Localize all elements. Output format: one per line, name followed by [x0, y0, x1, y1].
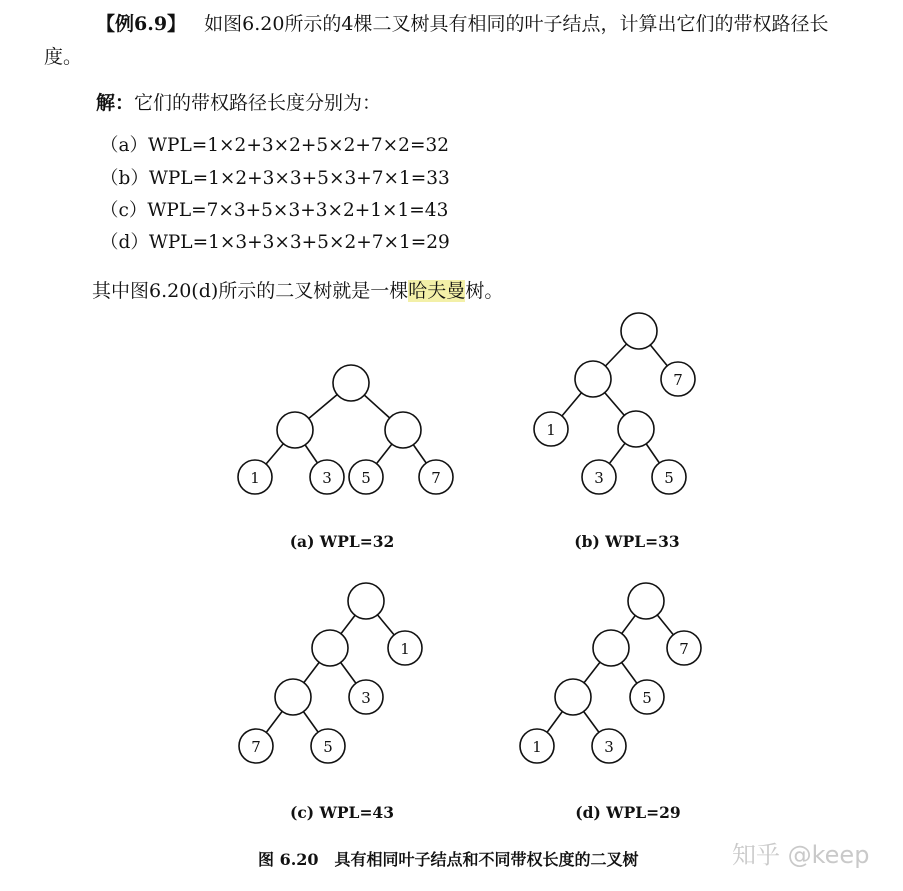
leaf-label: 5 [664, 469, 674, 487]
tree-caption: (a) WPL=32 [289, 532, 395, 551]
tree-node [385, 412, 421, 448]
formula-expr: WPL=1×2+3×2+5×2+7×2=32 [148, 135, 449, 156]
tree-node [593, 630, 629, 666]
solution-text: 它们的带权路径长度分别为： [134, 92, 382, 114]
formula-label: （a） [100, 135, 149, 156]
tree-d [520, 583, 701, 822]
figure-caption: 图 6.20 具有相同叶子结点和不同带权长度的二叉树 [258, 850, 639, 869]
formula-label: （c） [100, 200, 148, 221]
tree-node [628, 583, 664, 619]
tree-c [239, 583, 422, 822]
conclusion-text: 其中图6.20(d)所示的二叉树就是一棵 [92, 280, 409, 302]
tree-node [312, 630, 348, 666]
leaf-label: 1 [546, 421, 556, 439]
example-text-continued: 度。 [44, 46, 83, 68]
conclusion-end: 树。 [465, 280, 504, 302]
tree-node [275, 679, 311, 715]
example-tag: 【例6.9】 [96, 13, 187, 35]
formula-expr: WPL=7×3+5×3+3×2+1×1=43 [147, 200, 449, 221]
tree-caption: (d) WPL=29 [575, 803, 681, 822]
leaf-label: 7 [251, 738, 261, 756]
leaf-label: 5 [361, 469, 371, 487]
leaf-label: 1 [532, 738, 542, 756]
leaf-label: 5 [642, 689, 652, 707]
tree-b [534, 313, 695, 551]
tree-node [333, 365, 369, 401]
leaf-label: 1 [250, 469, 260, 487]
tree-a [238, 365, 453, 551]
tree-node [575, 361, 611, 397]
leaf-label: 7 [673, 371, 683, 389]
tree-caption: (b) WPL=33 [574, 532, 680, 551]
formula-expr: WPL=1×2+3×3+5×3+7×1=33 [148, 168, 450, 189]
example-text: 如图6.20所示的4棵二叉树具有相同的叶子结点，计算出它们的带权路径长 [204, 13, 829, 35]
formula-label: （b） [100, 168, 149, 189]
leaf-label: 3 [604, 738, 614, 756]
tree-node [618, 411, 654, 447]
tree-node [555, 679, 591, 715]
leaf-label: 3 [322, 469, 332, 487]
leaf-label: 5 [323, 738, 333, 756]
leaf-label: 1 [400, 640, 410, 658]
solution-label: 解： [96, 92, 135, 114]
leaf-label: 7 [679, 640, 689, 658]
tree-node [621, 313, 657, 349]
tree-node [277, 412, 313, 448]
highlighted-term: 哈夫曼 [408, 280, 466, 302]
watermark: 知乎 @keep [732, 841, 870, 869]
tree-node [348, 583, 384, 619]
leaf-label: 3 [594, 469, 604, 487]
leaf-label: 3 [361, 689, 371, 707]
formula-expr: WPL=1×3+3×3+5×2+7×1=29 [148, 232, 450, 253]
formula-label: （d） [100, 232, 149, 253]
leaf-label: 7 [431, 469, 441, 487]
tree-caption: (c) WPL=43 [289, 803, 395, 822]
